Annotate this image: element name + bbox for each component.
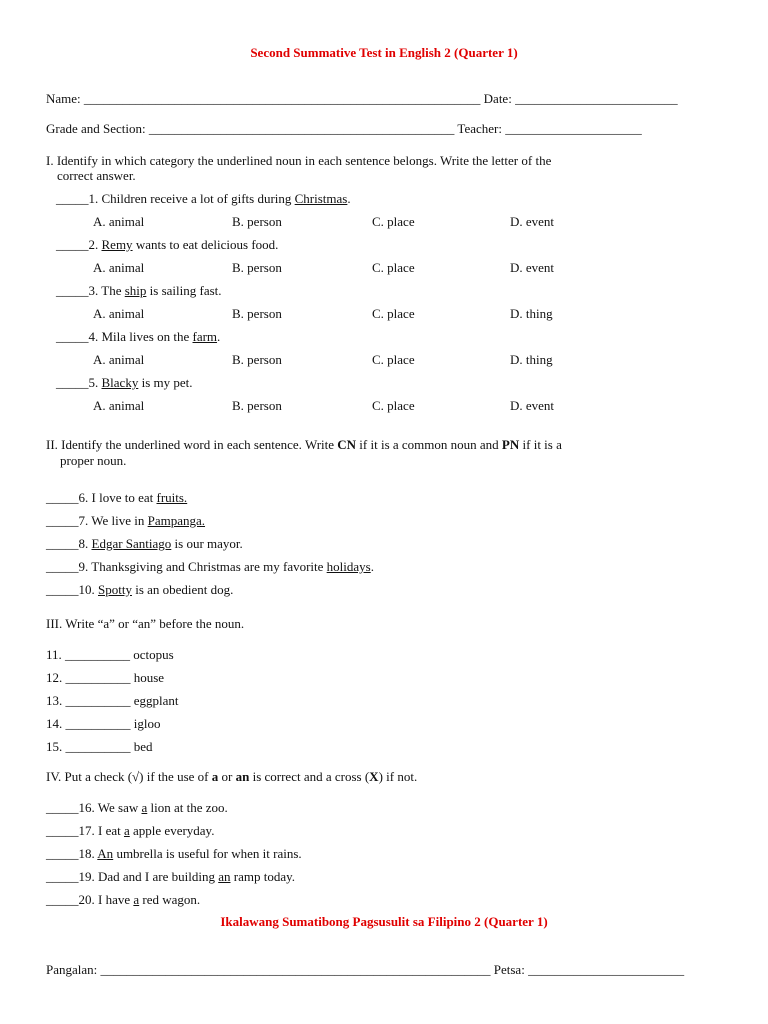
question-3 [56, 283, 222, 299]
option-c[interactable]: C. place [372, 352, 415, 367]
answer-blank[interactable]: _____ [46, 513, 79, 528]
question-13 [46, 693, 179, 709]
underlined-word: An [97, 846, 114, 861]
option-d[interactable]: D. thing [510, 352, 553, 367]
part2-instruction-line2: proper noun. [60, 453, 127, 468]
option-b[interactable]: B. person [232, 352, 282, 367]
option-a[interactable]: A. animal [93, 352, 145, 367]
option-b[interactable]: B. person [232, 306, 282, 321]
item-number: 10. [78, 582, 98, 597]
sentence-text: . [217, 329, 221, 344]
underlined-word: an [218, 869, 231, 884]
item-number: 9. [78, 559, 92, 574]
item-number: 14. [46, 716, 63, 731]
sentence-text: umbrella is useful for when it rains. [113, 846, 302, 861]
option-c[interactable]: C. place [372, 260, 415, 275]
question-11 [46, 647, 174, 663]
name-label: Name: [46, 91, 84, 106]
option-b[interactable]: B. person [232, 398, 282, 413]
underlined-word: a [141, 800, 148, 815]
sentence-text: . [370, 559, 374, 574]
underlined-word: Remy [101, 237, 133, 252]
petsa-blank[interactable]: ________________________ [528, 962, 685, 977]
sentence-text: is sailing fast. [146, 283, 222, 298]
page-title: Second Summative Test in English 2 (Quarter 1) [250, 45, 518, 60]
pn-label: PN [501, 437, 520, 452]
question-5 [56, 375, 193, 391]
underlined-word: Spotty [98, 582, 132, 597]
underlined-word: holidays [326, 559, 371, 574]
date-label: Date: [480, 91, 516, 106]
answer-blank[interactable]: __________ [62, 693, 134, 708]
item-number: 7. [78, 513, 92, 528]
sentence-text: I love to eat [91, 490, 157, 505]
underlined-word: a [123, 823, 130, 838]
underlined-word: Blacky [101, 375, 139, 390]
item-number: 6. [78, 490, 92, 505]
part1-instruction-line1: I. Identify in which category the underlined noun in each sentence belongs. Write the letter of the [46, 153, 552, 168]
answer-blank[interactable]: _____ [46, 892, 79, 907]
option-a[interactable]: A. animal [93, 306, 145, 321]
question-8 [46, 536, 243, 552]
answer-blank[interactable]: _____ [46, 490, 79, 505]
cn-label: CN [337, 437, 357, 452]
sentence-text: apple everyday. [129, 823, 215, 838]
teacher-label: Teacher: [454, 121, 506, 136]
part3-instruction: III. Write “a” or “an” before the noun. [46, 616, 245, 631]
item-number: 20. [78, 892, 98, 907]
answer-blank[interactable]: _____ [56, 237, 89, 252]
option-c[interactable]: C. place [372, 398, 415, 413]
grade-line [46, 121, 642, 137]
answer-blank[interactable]: _____ [56, 329, 89, 344]
question-4 [56, 329, 220, 345]
sentence-text: . [347, 191, 351, 206]
question-17 [46, 823, 214, 839]
item-number: 1. [88, 191, 102, 206]
sentence-text: wants to eat delicious food. [132, 237, 279, 252]
answer-blank[interactable]: __________ [62, 716, 134, 731]
answer-blank[interactable]: _____ [46, 869, 79, 884]
underlined-word: ship [124, 283, 147, 298]
option-d[interactable]: D. event [510, 398, 555, 413]
question-6 [46, 490, 187, 506]
sentence-text: red wagon. [139, 892, 201, 907]
option-c[interactable]: C. place [372, 214, 415, 229]
noun-word: eggplant [133, 693, 179, 708]
question-19 [46, 869, 295, 885]
part1-instruction-line2: correct answer. [57, 168, 136, 183]
grade-label: Grade and Section: [46, 121, 149, 136]
underlined-word: Pampanga. [147, 513, 206, 528]
pangalan-line: Pangalan: ____________________________________________________________ Petsa: ________________________ [46, 962, 685, 977]
sentence-text: is my pet. [138, 375, 193, 390]
question-12 [46, 670, 164, 686]
option-a[interactable]: A. animal [93, 260, 145, 275]
sentence-text: Thanksgiving and Christmas are my favorite [91, 559, 327, 574]
noun-word: igloo [133, 716, 161, 731]
question-10 [46, 582, 233, 598]
item-number: 18. [78, 846, 98, 861]
question-2 [56, 237, 278, 253]
sentence-text: Mila lives on the [101, 329, 193, 344]
question-14 [46, 716, 160, 732]
answer-blank[interactable]: __________ [61, 647, 134, 662]
name-line [46, 91, 678, 107]
date-blank[interactable]: _________________________ [515, 91, 678, 106]
sentence-text: We live in [91, 513, 148, 528]
answer-blank[interactable]: _____ [46, 559, 79, 574]
item-number: 11. [46, 647, 62, 662]
sentence-text: I have [98, 892, 134, 907]
question-1 [56, 191, 351, 207]
question-9 [46, 559, 374, 575]
underlined-word: Edgar Santiago [91, 536, 172, 551]
underlined-word: Christmas [294, 191, 348, 206]
answer-blank[interactable]: __________ [62, 739, 134, 754]
item-number: 13. [46, 693, 63, 708]
item-number: 16. [78, 800, 98, 815]
answer-blank[interactable]: __________ [62, 670, 134, 685]
underlined-word: fruits. [156, 490, 188, 505]
sentence-text: Dad and I are building [98, 869, 219, 884]
answer-blank[interactable]: _____ [56, 375, 89, 390]
answer-blank[interactable]: _____ [56, 283, 89, 298]
pangalan-blank[interactable]: ____________________________________________________________ [100, 962, 491, 977]
grade-blank[interactable]: _______________________________________________ [148, 121, 455, 136]
option-c[interactable]: C. place [372, 306, 415, 321]
item-number: 15. [46, 739, 63, 754]
question-7 [46, 513, 205, 529]
option-d[interactable]: D. thing [510, 306, 553, 321]
sentence-text: is an obedient dog. [131, 582, 234, 597]
item-number: 8. [78, 536, 92, 551]
underlined-word: farm [192, 329, 218, 344]
item-number: 2. [88, 237, 102, 252]
sentence-text: I eat [98, 823, 124, 838]
sentence-text: The [101, 283, 125, 298]
part2-instruction-line1: II. Identify the underlined word in each sentence. Write CN if it is a common noun and PN if it is a [46, 437, 562, 452]
noun-word: bed [133, 739, 153, 754]
item-number: 3. [88, 283, 102, 298]
underlined-word: a [133, 892, 140, 907]
question-20 [46, 892, 200, 908]
filipino-title: Ikalawang Sumatibong Pagsusulit sa Filipino 2 (Quarter 1) [220, 914, 548, 929]
question-18 [46, 846, 302, 862]
sentence-text: We saw [97, 800, 142, 815]
answer-blank[interactable]: _____ [46, 800, 79, 815]
question-16 [46, 800, 228, 816]
name-blank[interactable]: _____________________________________________________________ [83, 91, 481, 106]
answer-blank[interactable]: _____ [46, 582, 79, 597]
sentence-text: ramp today. [230, 869, 295, 884]
option-b[interactable]: B. person [232, 214, 282, 229]
sentence-text: Children receive a lot of gifts during [101, 191, 295, 206]
option-a[interactable]: A. animal [93, 398, 145, 413]
item-number: 19. [78, 869, 98, 884]
question-15 [46, 739, 153, 755]
noun-word: octopus [133, 647, 174, 662]
item-number: 4. [88, 329, 102, 344]
option-a[interactable]: A. animal [93, 214, 145, 229]
item-number: 5. [88, 375, 102, 390]
option-d[interactable]: D. event [510, 214, 555, 229]
option-b[interactable]: B. person [232, 260, 282, 275]
item-number: 12. [46, 670, 63, 685]
answer-blank[interactable]: _____ [56, 191, 89, 206]
option-d[interactable]: D. event [510, 260, 555, 275]
noun-word: house [133, 670, 165, 685]
part4-instruction: IV. Put a check (√) if the use of a or an is correct and a cross (X) if not. [46, 769, 418, 784]
answer-blank[interactable]: _____ [46, 846, 79, 861]
answer-blank[interactable]: _____ [46, 823, 79, 838]
sentence-text: lion at the zoo. [147, 800, 228, 815]
sentence-text: is our mayor. [171, 536, 243, 551]
item-number: 17. [78, 823, 98, 838]
teacher-blank[interactable]: _____________________ [505, 121, 642, 136]
answer-blank[interactable]: _____ [46, 536, 79, 551]
